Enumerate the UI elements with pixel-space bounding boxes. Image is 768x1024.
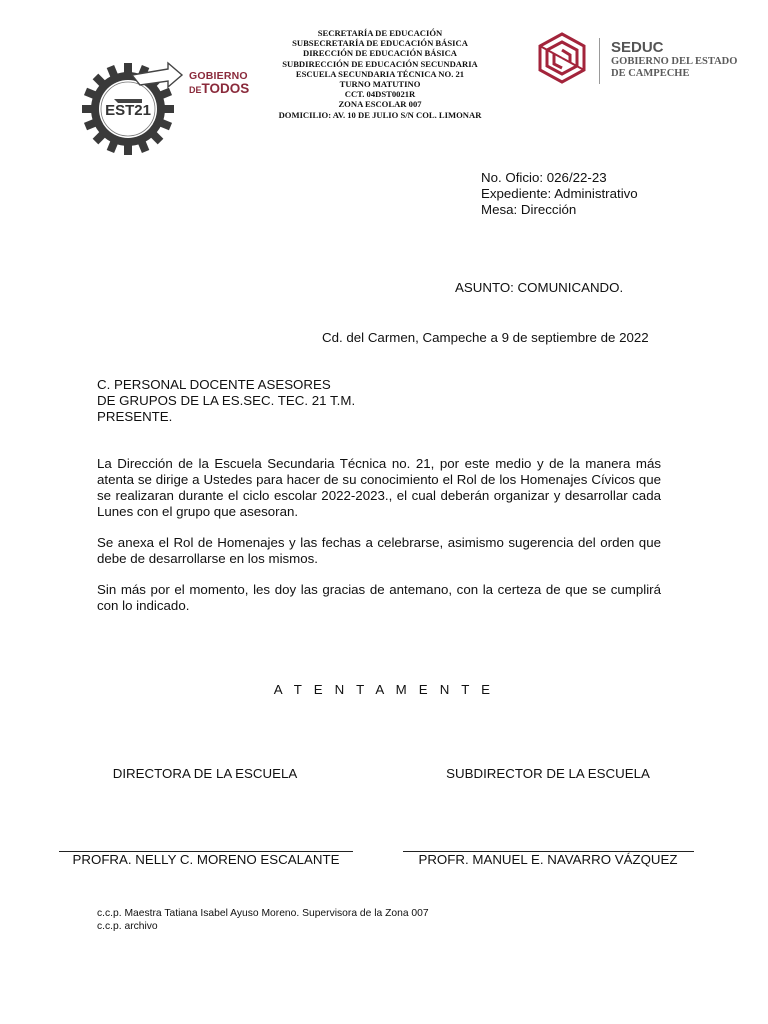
gobierno-line1: GOBIERNO	[189, 70, 248, 82]
expediente: Expediente: Administrativo	[481, 186, 638, 201]
reference-block	[481, 170, 638, 218]
closing-atentamente: A T E N T A M E N T E	[273, 682, 495, 697]
header-line: SECRETARÍA DE EDUCACIÓN	[317, 28, 443, 38]
school-emblem-logo	[80, 55, 186, 155]
seduc-line2: GOBIERNO DEL ESTADO	[611, 56, 738, 67]
seduc-line3: DE CAMPECHE	[611, 68, 690, 79]
body-paragraph-2: Se anexa el Rol de Homenajes y las fechas a celebrarse, asimismo sugerencia del orden que debe de desarrollarse en los mismos.	[97, 535, 661, 566]
signature-name-left: PROFRA. NELLY C. MORENO ESCALANTE	[72, 852, 340, 867]
signature-title-left: DIRECTORA DE LA ESCUELA	[112, 766, 298, 781]
recipient-block	[97, 377, 355, 425]
seduc-logo-text	[611, 40, 737, 80]
svg-text:EST21: EST21	[105, 102, 151, 119]
place-date: Cd. del Carmen, Campeche a 9 de septiembre de 2022	[322, 330, 649, 345]
oficio-number: No. Oficio: 026/22-23	[481, 170, 607, 185]
header-line: SUBDIRECCIÓN DE EDUCACIÓN SECUNDARIA	[282, 58, 478, 69]
recipient-line: PRESENTE.	[97, 409, 173, 424]
header-line: SUBSECRETARÍA DE EDUCACIÓN BÁSICA	[292, 38, 468, 49]
letterhead-text	[250, 28, 510, 120]
recipient-line: C. PERSONAL DOCENTE ASESORES	[97, 377, 331, 392]
header-line: CCT. 04DST0021R	[344, 89, 416, 100]
header-line: DOMICILIO: AV. 10 DE JULIO S/N COL. LIMONAR	[278, 109, 482, 120]
seduc-title: SEDUC	[611, 39, 664, 56]
signature-name-right: PROFR. MANUEL E. NAVARRO VÁZQUEZ	[418, 852, 678, 867]
seduc-mark-logo	[532, 30, 592, 88]
gobierno-de-todos-logo	[189, 70, 249, 97]
gobierno-line2: DETODOS	[189, 81, 250, 96]
body-paragraph-1: La Dirección de la Escuela Secundaria Técnica no. 21, por este medio y de la manera más atenta se dirige a Ustedes para hacer de su conocimiento el Rol de los Homenajes Cívicos que se realizaran durante el ciclo escolar 2022-2023., el cual deberán organizar y desarrollar cada Lunes con el grupo que asesoran.	[97, 456, 661, 519]
mesa: Mesa: Dirección	[481, 202, 577, 217]
body-paragraph-3: Sin más por el momento, les doy las gracias de antemano, con la certeza de que se cumplirá con lo indicado.	[97, 582, 661, 613]
carbon-copy-block	[97, 907, 429, 933]
ccp-line: c.c.p. archivo	[97, 921, 158, 932]
header-line: ESCUELA SECUNDARIA TÉCNICA NO. 21	[295, 68, 465, 79]
seduc-divider	[599, 38, 600, 84]
asunto: ASUNTO: COMUNICANDO.	[455, 280, 624, 295]
ccp-line: c.c.p. Maestra Tatiana Isabel Ayuso Moreno. Supervisora de la Zona 007	[97, 908, 429, 919]
header-line: ZONA ESCOLAR 007	[338, 99, 422, 110]
header-line: DIRECCIÓN DE EDUCACIÓN BÁSICA	[303, 48, 457, 59]
header-line: TURNO MATUTINO	[339, 79, 421, 90]
signature-title-right: SUBDIRECTOR DE LA ESCUELA	[446, 766, 650, 781]
recipient-line: DE GRUPOS DE LA ES.SEC. TEC. 21 T.M.	[97, 393, 356, 408]
